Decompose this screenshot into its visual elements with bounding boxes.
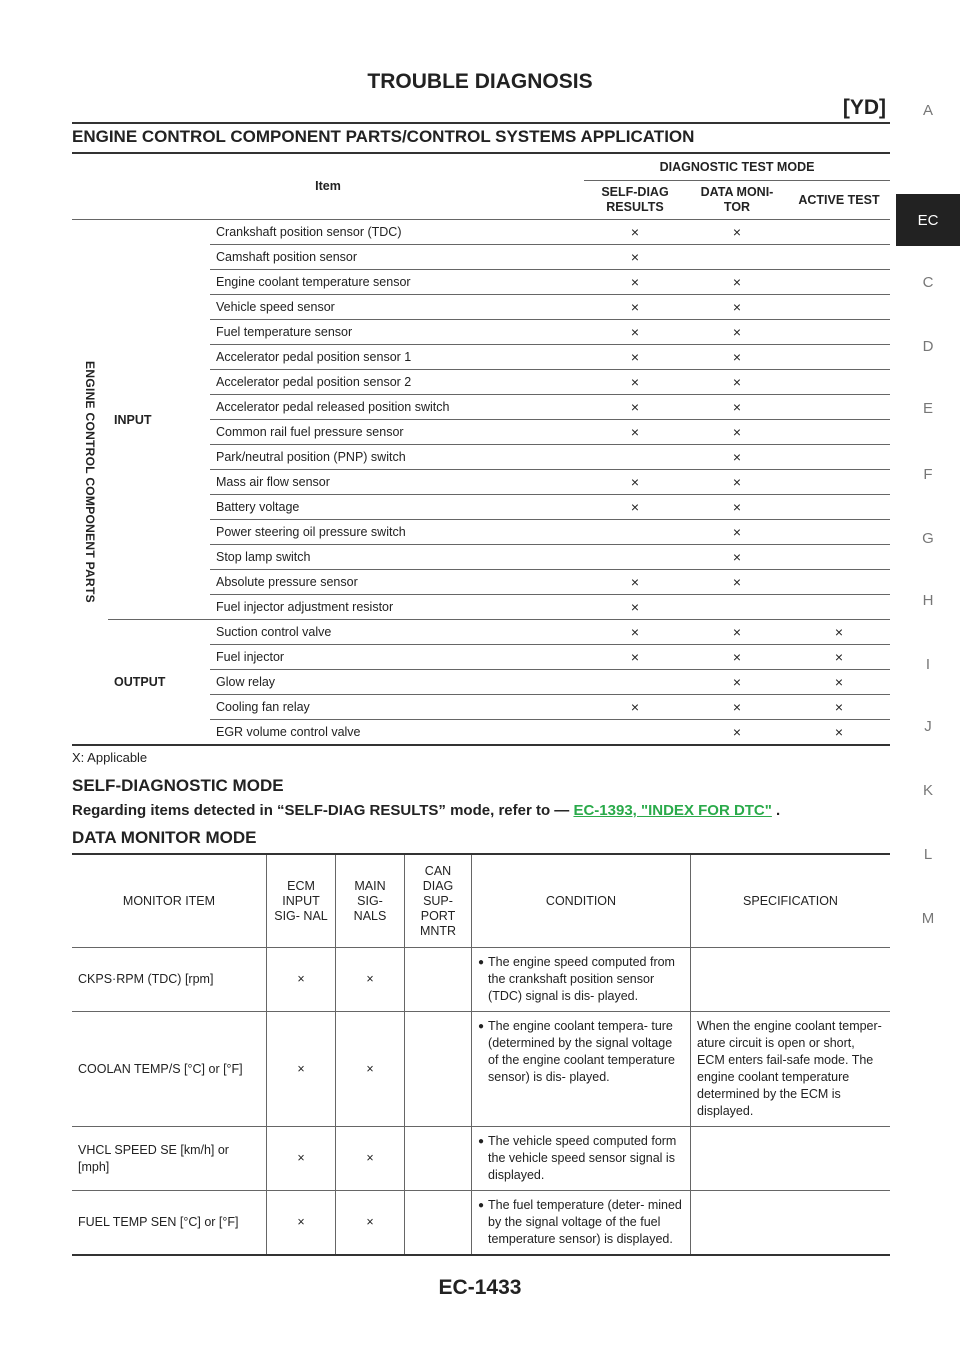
col-condition: CONDITION (472, 854, 691, 948)
monitor-main-mark: × (336, 948, 405, 1012)
applicable-mark-self (584, 545, 686, 570)
applicable-mark-active: × (788, 645, 890, 670)
applicable-mark-active (788, 370, 890, 395)
applicable-mark-self (584, 445, 686, 470)
applicable-mark-self: × (584, 695, 686, 720)
section-title-self-diag: SELF-DIAGNOSTIC MODE (72, 776, 284, 795)
applicable-mark-data: × (686, 720, 788, 746)
group-label: ENGINE CONTROL COMPONENT PARTS (83, 361, 97, 603)
col-main-signals: MAIN SIG- NALS (336, 854, 405, 948)
component-name: EGR volume control valve (210, 720, 584, 746)
dtc-index-link[interactable]: EC-1393, "INDEX FOR DTC" (573, 802, 772, 819)
side-tab-f[interactable]: F (923, 465, 933, 483)
side-tab-m[interactable]: M (921, 909, 935, 927)
component-name: Accelerator pedal position sensor 1 (210, 345, 584, 370)
col-self-diag: SELF-DIAG RESULTS (584, 181, 686, 220)
applicable-mark-active (788, 595, 890, 620)
applicable-mark-self: × (584, 395, 686, 420)
applicable-mark-data: × (686, 270, 788, 295)
specification-cell (691, 1127, 891, 1191)
col-monitor-item: MONITOR ITEM (72, 854, 267, 948)
applicable-mark-self: × (584, 645, 686, 670)
ref-prefix: Regarding items detected in “SELF-DIAG RESULTS” mode, refer to — (72, 802, 574, 819)
specification-cell (691, 1191, 891, 1256)
side-tab-l[interactable]: L (923, 845, 933, 863)
applicable-mark-self: × (584, 320, 686, 345)
applicable-mark-self: × (584, 220, 686, 245)
side-tab-k[interactable]: K (922, 781, 933, 799)
applicable-mark-data: × (686, 295, 788, 320)
monitor-item: COOLAN TEMP/S [°C] or [°F] (72, 1012, 267, 1127)
monitor-main-mark: × (336, 1127, 405, 1191)
table-row (72, 1012, 890, 1127)
applicable-mark-active: × (788, 695, 890, 720)
component-name: Camshaft position sensor (210, 245, 584, 270)
applicable-mark-self: × (584, 270, 686, 295)
component-name: Park/neutral position (PNP) switch (210, 445, 584, 470)
side-tab-c[interactable]: C (922, 273, 934, 291)
condition-cell (472, 948, 691, 1012)
component-name: Crankshaft position sensor (TDC) (210, 220, 584, 245)
ref-suffix: . (771, 802, 781, 819)
component-name: Power steering oil pressure switch (210, 520, 584, 545)
applicable-mark-active (788, 445, 890, 470)
group-label-cell (72, 220, 108, 746)
applicable-mark-active (788, 270, 890, 295)
applicable-mark-data: × (686, 495, 788, 520)
component-name: Glow relay (210, 670, 584, 695)
component-name: Suction control valve (210, 620, 584, 645)
component-name: Stop lamp switch (210, 545, 584, 570)
monitor-item: CKPS·RPM (TDC) [rpm] (72, 948, 267, 1012)
side-tab-d[interactable]: D (922, 337, 934, 355)
applicable-mark-self: × (584, 620, 686, 645)
applicable-mark-active (788, 545, 890, 570)
applicable-mark-data: × (686, 620, 788, 645)
side-tab-e[interactable]: E (922, 399, 933, 417)
applicable-mark-data: × (686, 570, 788, 595)
side-tab-g[interactable]: G (922, 529, 934, 547)
applicable-mark-data: × (686, 670, 788, 695)
table-row (72, 220, 890, 245)
section-title-application: ENGINE CONTROL COMPONENT PARTS/CONTROL SYSTEMS APPLICATION (72, 127, 695, 146)
component-name: Mass air flow sensor (210, 470, 584, 495)
monitor-can-mark (405, 1191, 472, 1256)
monitor-main-mark: × (336, 1012, 405, 1127)
applicable-mark-self (584, 520, 686, 545)
monitor-main-mark: × (336, 1191, 405, 1256)
side-tab-ec[interactable]: EC (896, 194, 960, 246)
applicable-mark-data: × (686, 320, 788, 345)
side-tab-h[interactable]: H (922, 591, 934, 609)
applicable-mark-self: × (584, 470, 686, 495)
condition-text: The engine speed computed from the crankshaft position sensor (TDC) signal is dis- played. (488, 955, 675, 1003)
application-table (72, 152, 890, 746)
component-name: Cooling fan relay (210, 695, 584, 720)
page-header-title: TROUBLE DIAGNOSIS (367, 70, 593, 93)
condition-cell (472, 1191, 691, 1256)
side-tab-i[interactable]: I (925, 655, 931, 673)
specification-cell: When the engine coolant temper- ature circuit is open or short, ECM enters fail-safe mode. The engine coolant temperature determined by the ECM is displayed. (691, 1012, 891, 1127)
applicable-mark-self (584, 670, 686, 695)
section-title-data-monitor: DATA MONITOR MODE (72, 828, 257, 847)
col-ecm-input: ECM INPUT SIG- NAL (267, 854, 336, 948)
side-tab-a[interactable]: A (922, 101, 933, 119)
applicable-mark-active: × (788, 720, 890, 746)
input-category-label: INPUT (108, 220, 210, 620)
applicable-mark-active (788, 395, 890, 420)
page-header-code: [YD] (842, 96, 886, 119)
applicable-mark-data: × (686, 395, 788, 420)
bullet-icon: ● (478, 1021, 485, 1032)
component-name: Absolute pressure sensor (210, 570, 584, 595)
bullet-icon: ● (478, 1200, 485, 1211)
monitor-ecm-mark: × (267, 948, 336, 1012)
monitor-item: VHCL SPEED SE [km/h] or [mph] (72, 1127, 267, 1191)
monitor-can-mark (405, 1012, 472, 1127)
applicable-mark-data (686, 245, 788, 270)
applicable-mark-data: × (686, 445, 788, 470)
applicable-mark-active (788, 245, 890, 270)
component-name: Engine coolant temperature sensor (210, 270, 584, 295)
monitor-ecm-mark: × (267, 1127, 336, 1191)
applicable-mark-data: × (686, 220, 788, 245)
applicable-mark-self: × (584, 370, 686, 395)
applicable-mark-data: × (686, 420, 788, 445)
applicable-mark-self: × (584, 595, 686, 620)
component-name: Common rail fuel pressure sensor (210, 420, 584, 445)
page-number: EC-1433 (438, 1276, 522, 1299)
output-category-label: OUTPUT (108, 620, 210, 746)
applicable-mark-self: × (584, 420, 686, 445)
self-diag-reference (72, 802, 780, 819)
header-rule (72, 122, 890, 124)
applicable-mark-active: × (788, 670, 890, 695)
table-row (72, 1127, 890, 1191)
applicable-mark-data: × (686, 545, 788, 570)
applicable-mark-data: × (686, 520, 788, 545)
bullet-icon: ● (478, 957, 485, 968)
col-active-test: ACTIVE TEST (788, 181, 890, 220)
applicable-mark-active (788, 320, 890, 345)
applicable-mark-self: × (584, 495, 686, 520)
col-can-diag: CAN DIAG SUP- PORT MNTR (405, 854, 472, 948)
condition-cell (472, 1127, 691, 1191)
data-monitor-table (72, 853, 890, 1256)
monitor-ecm-mark: × (267, 1012, 336, 1127)
applicable-mark-active (788, 470, 890, 495)
applicable-mark-active (788, 520, 890, 545)
condition-text: The fuel temperature (deter- mined by the signal voltage of the fuel temperature sensor) is displayed. (488, 1198, 682, 1246)
applicable-mark-self: × (584, 570, 686, 595)
condition-text: The engine coolant tempera- ture (determined by the signal voltage of the engine coolant temperature sensor) is dis- played. (488, 1019, 675, 1084)
applicable-mark-data: × (686, 470, 788, 495)
applicable-mark-active (788, 220, 890, 245)
applicable-mark-data: × (686, 695, 788, 720)
component-name: Accelerator pedal released position switch (210, 395, 584, 420)
applicable-mark-active (788, 495, 890, 520)
applicable-mark-active (788, 295, 890, 320)
component-name: Fuel temperature sensor (210, 320, 584, 345)
applicable-mark-active (788, 345, 890, 370)
col-item: Item (315, 179, 341, 193)
monitor-can-mark (405, 948, 472, 1012)
specification-cell (691, 948, 891, 1012)
applicable-mark-active (788, 570, 890, 595)
component-name: Fuel injector adjustment resistor (210, 595, 584, 620)
applicable-mark-data: × (686, 345, 788, 370)
col-diag-mode: DIAGNOSTIC TEST MODE (659, 159, 815, 174)
monitor-can-mark (405, 1127, 472, 1191)
applicable-note: X: Applicable (72, 750, 148, 765)
monitor-item: FUEL TEMP SEN [°C] or [°F] (72, 1191, 267, 1256)
table-row (72, 1191, 890, 1256)
applicable-mark-active (788, 420, 890, 445)
component-name: Accelerator pedal position sensor 2 (210, 370, 584, 395)
applicable-mark-self: × (584, 245, 686, 270)
monitor-ecm-mark: × (267, 1191, 336, 1256)
applicable-mark-data (686, 595, 788, 620)
side-tab-j[interactable]: J (924, 717, 932, 735)
applicable-mark-self: × (584, 295, 686, 320)
bullet-icon: ● (478, 1136, 485, 1147)
applicable-mark-active: × (788, 620, 890, 645)
applicable-mark-data: × (686, 645, 788, 670)
col-specification: SPECIFICATION (691, 854, 891, 948)
component-name: Vehicle speed sensor (210, 295, 584, 320)
applicable-mark-data: × (686, 370, 788, 395)
condition-text: The vehicle speed computed form the vehicle speed sensor signal is displayed. (488, 1134, 677, 1182)
table-row (72, 620, 890, 645)
condition-cell (472, 1012, 691, 1127)
table-row (72, 948, 890, 1012)
component-name: Battery voltage (210, 495, 584, 520)
col-data-monitor: DATA MONI- TOR (686, 181, 788, 220)
applicable-mark-self: × (584, 345, 686, 370)
applicable-mark-self (584, 720, 686, 746)
component-name: Fuel injector (210, 645, 584, 670)
